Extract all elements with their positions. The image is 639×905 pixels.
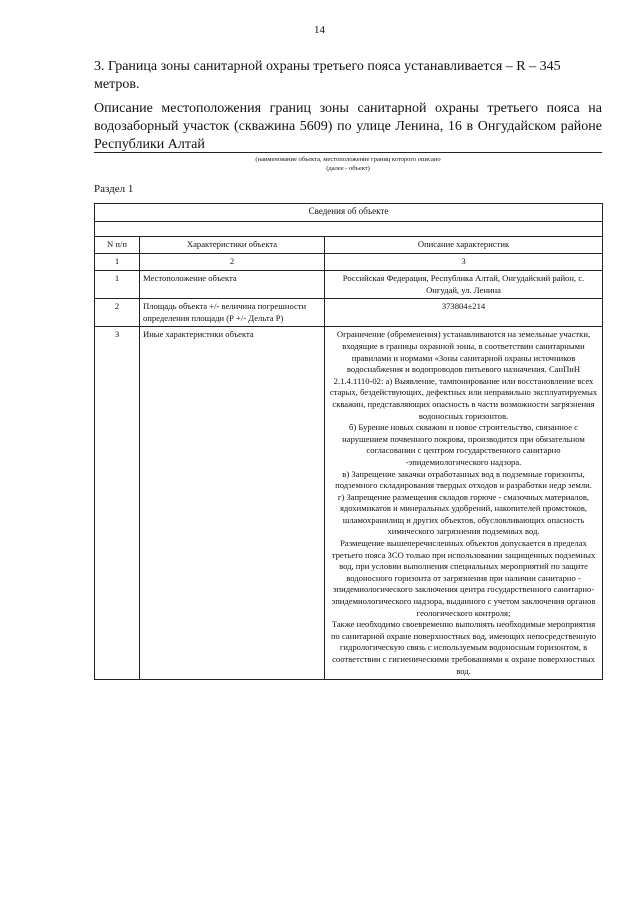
caption-line-1: (наименование объекта, местоположение границ которого описано — [255, 156, 441, 163]
row-description — [325, 327, 603, 680]
page-number: 14 — [314, 24, 325, 36]
caption-rule — [94, 152, 602, 153]
zone-boundary-heading: 3. Граница зоны санитарной охраны третьего пояса устанавливается – R – 345 метров. — [94, 59, 561, 92]
row-number: 1 — [95, 271, 140, 299]
table-row — [95, 327, 603, 680]
column-header-number: N п/п — [95, 237, 140, 254]
table-title: Сведения об объекте — [95, 204, 603, 222]
column-number-2: 2 — [140, 254, 325, 271]
column-header-description: Описание характеристик — [325, 237, 603, 254]
location-description-heading: Описание местоположения границ зоны санитарной охраны третьего пояса на водозаборный участок (скважина 5609) по улице Ленина, 16 в Онгудайском районе Республики Алтай — [94, 101, 602, 152]
row-characteristic: Площадь объекта +/- величина погрешности определения площади (Р +/- Дельта Р) — [140, 299, 325, 327]
description-paragraph: в) Запрещение закачки отработанных вод в подземные горизонты, подземного складирования твердых отходов и разработки недр земли. — [335, 468, 592, 491]
section-label: Раздел 1 — [94, 183, 134, 195]
description-paragraph: б) Бурение новых скважин и новое строительство, связанное с нарушением почвенного покрова, производится при обязательном согласовании с центром государственного санитарно -эпидемиологического надзора. — [342, 422, 585, 467]
row-number: 3 — [95, 327, 140, 680]
row-number: 2 — [95, 299, 140, 327]
object-info-table-wrap — [94, 203, 602, 680]
description-paragraph: Российская Федерация, Республика Алтай, Онгудайский район, с. Онгудай, ул. Ленина — [342, 273, 585, 295]
caption-line-2: (далее - объект) — [326, 165, 370, 172]
row-description — [325, 271, 603, 299]
row-characteristic: Иные характеристики объекта — [140, 327, 325, 680]
description-paragraph: Размещение вышеперечисленных объектов допускается в пределах третьего пояса ЗСО только при использовании защищенных подземных вод, при условии выполнения специальных мероприятий по защите водоносного горизонта от загрязнения при наличии санитарно - эпидемиологического заключения центра государственного санитарно-эпидемиологического надзора, выданного с учетом заключения органов геологического контроля; — [331, 538, 596, 618]
description-paragraph: Также необходимо своевременно выполнять необходимые мероприятия по санитарной охране поверхностных вод, имеющих непосредственную гидрологическую связь с используемым водоносным горизонтом, в соответствии с гигиеническими требованиями к охране поверхностных вод. — [330, 619, 597, 676]
description-paragraph: 373804±214 — [441, 301, 486, 312]
column-number-3: 3 — [325, 254, 603, 271]
table-blank-row — [95, 222, 603, 237]
table-row — [95, 271, 603, 299]
row-description — [325, 299, 603, 327]
column-header-characteristic: Характеристики объекта — [140, 237, 325, 254]
description-paragraph: Ограничение (обременения) устанавливаются на земельные участки, входящие в границы охранной зоны, в соответствии санитарными правилами и нормами «Зоны санитарной охраны источников водоснабжения и водопроводов питьевого назначения. СанПиН 2.1.4.1110-02: а) Выявление, тампонирование или восстановление всех старых, бездействующих, дефектных или неправильно эксплуатируемых скважин, представляющих опасность в части возможности загрязнения водоносных горизонтов. — [329, 329, 598, 421]
table-row — [95, 299, 603, 327]
description-paragraph: г) Запрещение размещения складов горюче - смазочных материалов, ядохимикатов и минеральных удобрений, накопителей промстоков, шламохранилищ и других объектов, обусловливающих опасность химического загрязнения подземных вод. — [337, 491, 590, 537]
object-info-table — [94, 203, 603, 680]
column-number-1: 1 — [95, 254, 140, 271]
row-characteristic: Местоположение объекта — [140, 271, 325, 299]
